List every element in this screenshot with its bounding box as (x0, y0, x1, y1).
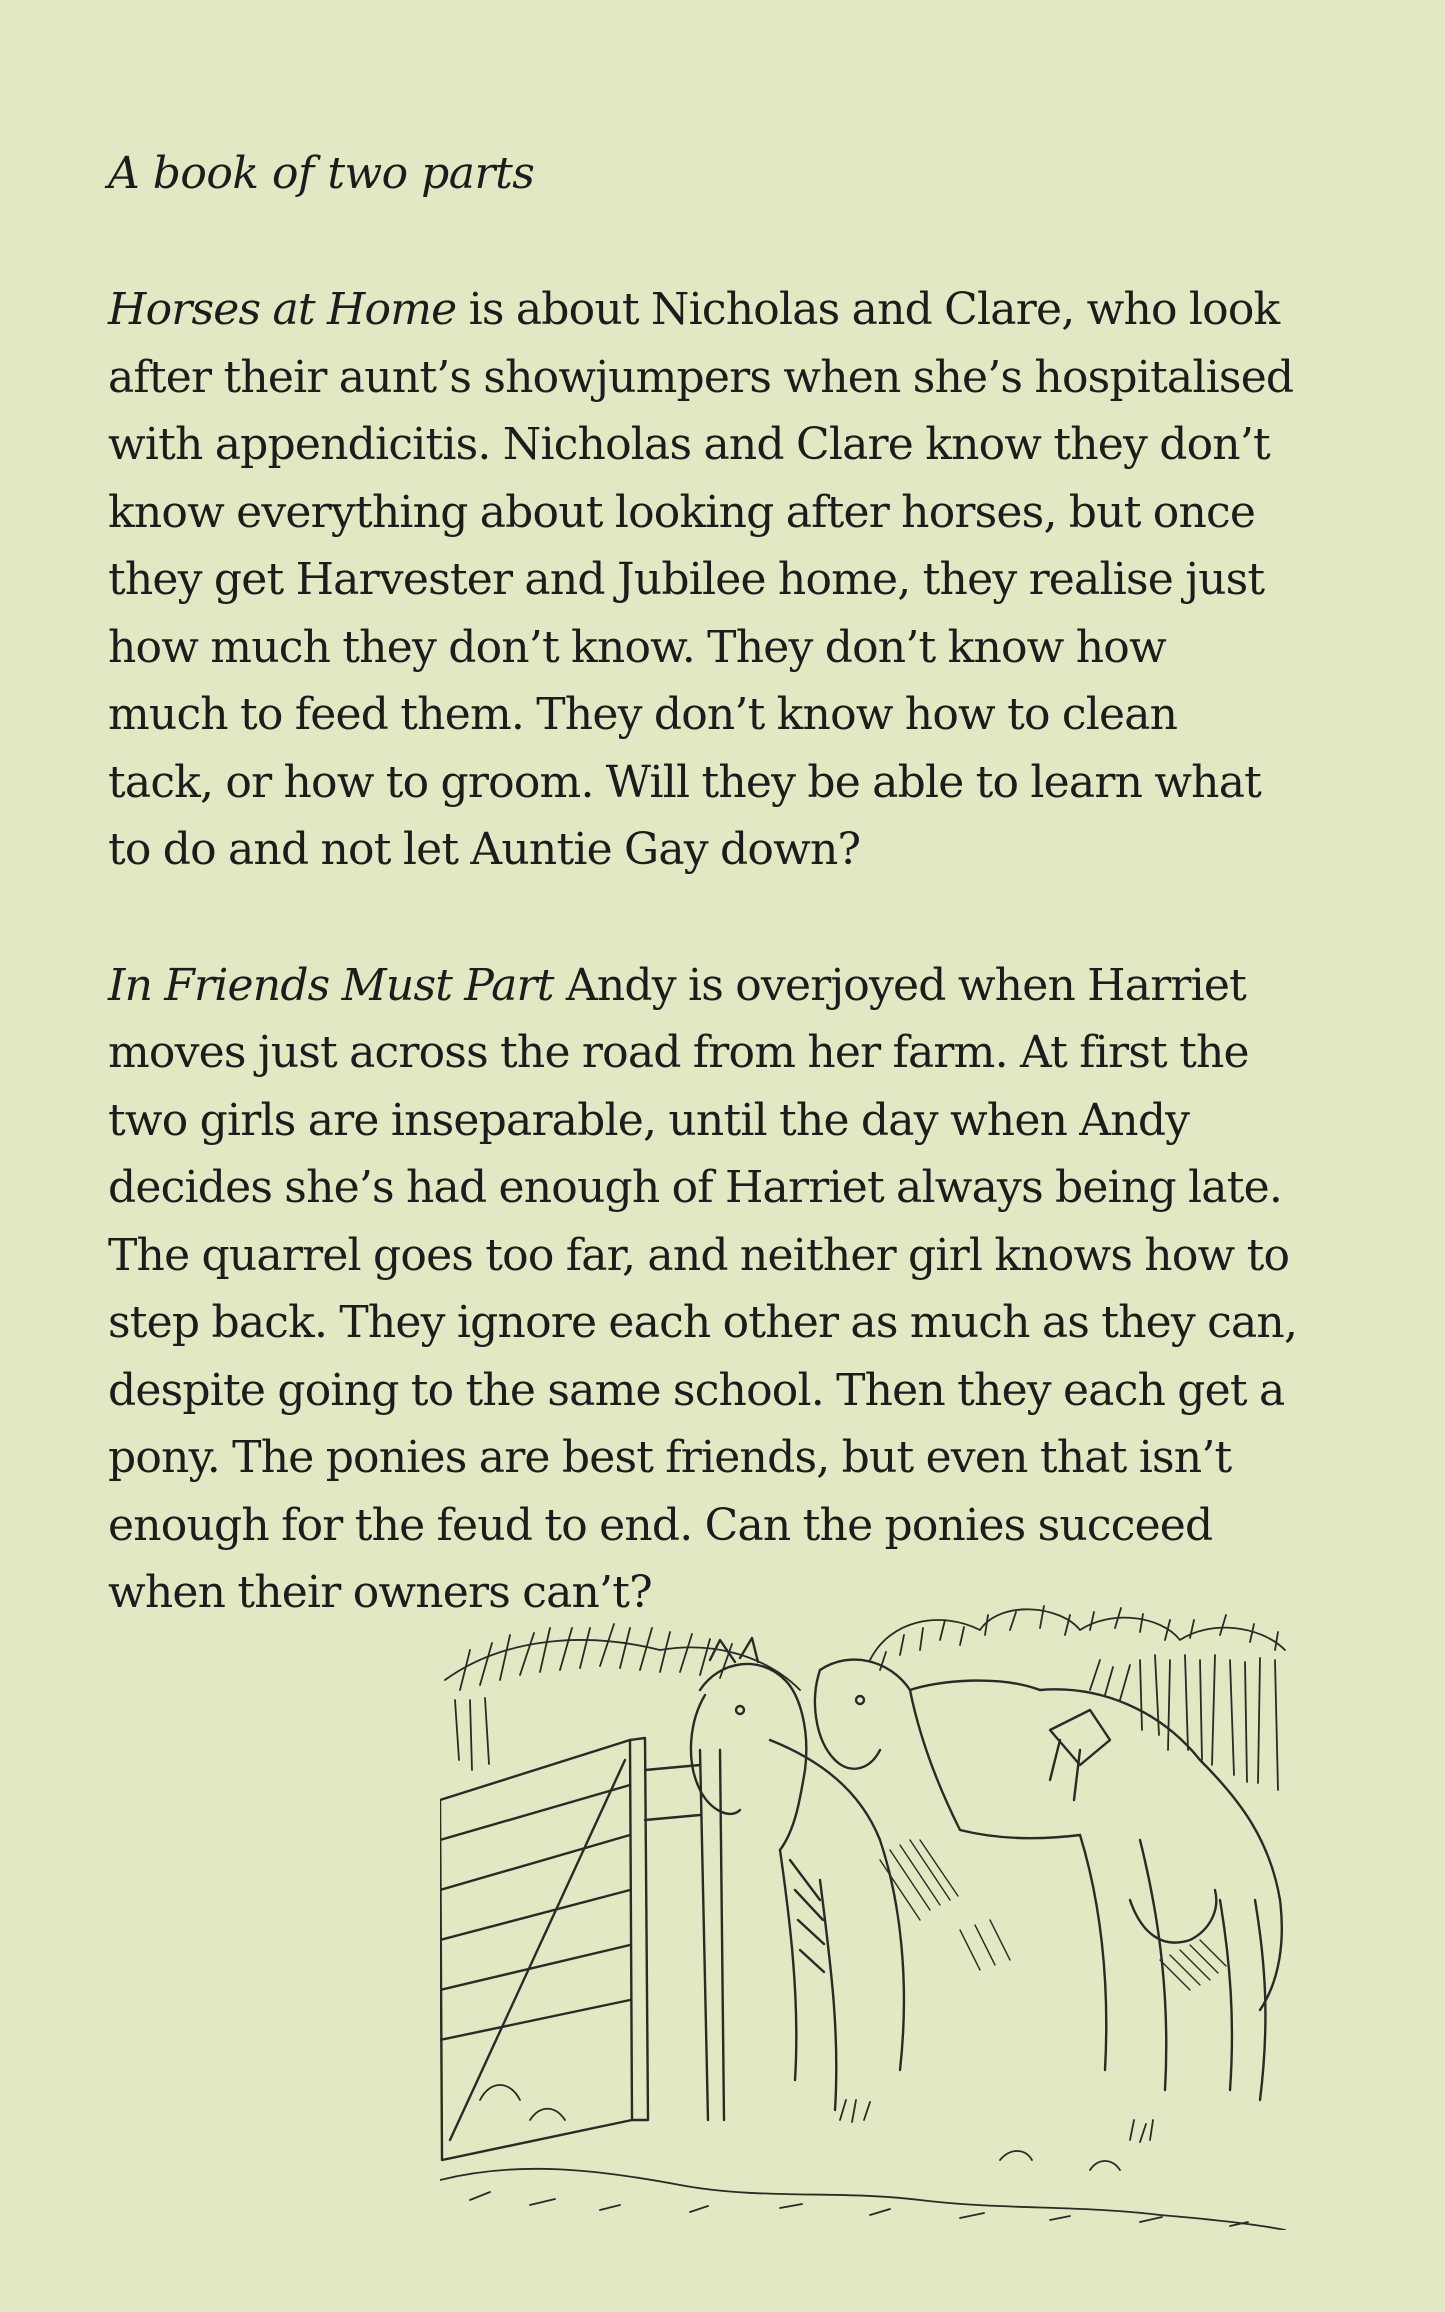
para1-line-5: they get Harvester and Jubilee home, they realise just (108, 554, 1265, 605)
para1-line-6: how much they don’t know. They don’t know how (108, 621, 1166, 673)
para1-line-1: Horses at Home is about Nicholas and Clare, who look (108, 284, 1280, 335)
para1-line-7: much to feed them. They don’t know how to clean (108, 689, 1178, 740)
para1-line-4: know everything about looking after horses, but once (108, 486, 1256, 538)
paragraph-friends-must-part (108, 952, 1358, 1627)
para2-line-2: moves just across the road from her farm. At first the (108, 1027, 1249, 1078)
para1-line-8: tack, or how to groom. Will they be able to learn what (108, 756, 1262, 808)
para2-line-6: step back. They ignore each other as much as they can, (108, 1297, 1298, 1348)
horse-grey (815, 1660, 1282, 2100)
para2-line-4: decides she’s had enough of Harriet always being late. (108, 1162, 1283, 1213)
ground (440, 2085, 1285, 2230)
subtitle: A book of two parts (108, 148, 535, 199)
para1-line-9: to do and not let Auntie Gay down? (108, 824, 861, 875)
shading (880, 1840, 1226, 1990)
para2-line-5: The quarrel goes too far, and neither girl knows how to (108, 1229, 1290, 1281)
horses-at-gate-illustration (440, 1600, 1290, 2230)
book-title-horses-at-home: Horses at Home (108, 284, 457, 335)
para2-line-10: when their owners can’t? (108, 1567, 652, 1618)
para2-line-9: enough for the feud to end. Can the ponies succeed (108, 1499, 1213, 1551)
para2-line-8: pony. The ponies are best friends, but even that isn’t (108, 1432, 1232, 1483)
para1-line-2: after their aunt’s showjumpers when she’s hospitalised (108, 351, 1294, 403)
para2-line-3: two girls are inseparable, until the day when Andy (108, 1094, 1190, 1146)
para1-line-3: with appendicitis. Nicholas and Clare know they don’t (108, 419, 1270, 470)
blurb-page (108, 140, 1358, 1695)
paragraph-horses-at-home (108, 276, 1358, 884)
book-title-friends-must-part: In Friends Must Part (108, 959, 554, 1011)
para2-line-1: In Friends Must Part Andy is overjoyed when Harriet (108, 959, 1247, 1011)
para2-line-7: despite going to the same school. Then they each get a (108, 1364, 1285, 1416)
